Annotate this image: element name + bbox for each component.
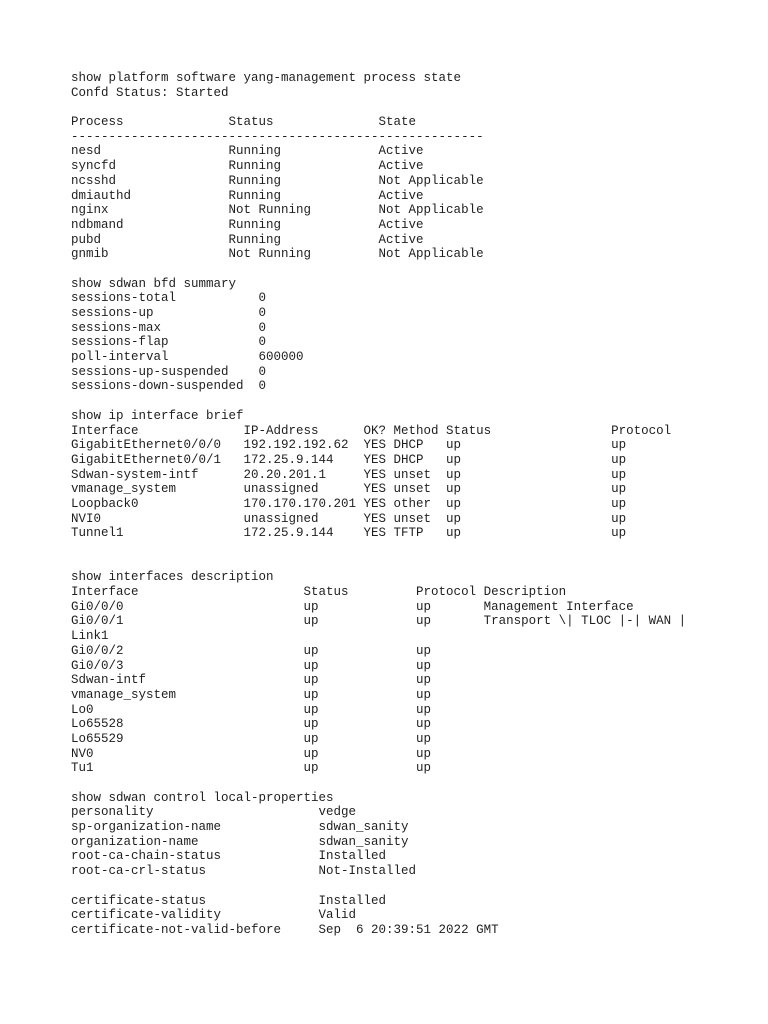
output-line: vmanage_system unassigned YES unset up up: [71, 482, 627, 497]
output-line: Tunnel1 172.25.9.144 YES TFTP up up: [71, 526, 627, 541]
output-line: Loopback0 170.170.170.201 YES other up up: [71, 496, 627, 511]
output-line: sessions-max 0: [71, 320, 267, 335]
output-line: NVI0 unassigned YES unset up up: [71, 511, 627, 526]
output-line: Interface IP-Address OK? Method Status Protocol: [71, 423, 672, 438]
output-line: Sdwan-intf up up: [71, 673, 432, 688]
output-line: Tu1 up up: [71, 761, 432, 776]
output-line: Gi0/0/3 up up: [71, 658, 432, 673]
output-line: Gi0/0/2 up up: [71, 643, 432, 658]
output-line: nesd Running Active: [71, 144, 424, 159]
output-line: Confd Status: Started: [71, 85, 229, 100]
output-line: organization-name sdwan_sanity: [71, 834, 409, 849]
output-line: vmanage_system up up: [71, 687, 432, 702]
output-line: ndbmand Running Active: [71, 217, 424, 232]
blank-line: [71, 879, 751, 894]
output-line: sessions-flap 0: [71, 335, 267, 350]
output-line: sessions-total 0: [71, 291, 267, 306]
output-line: certificate-not-valid-before Sep 6 20:39:51 2022 GMT: [71, 922, 499, 937]
output-line: sessions-up 0: [71, 306, 267, 320]
output-line: show ip interface brief: [71, 408, 244, 423]
blank-line: [71, 262, 751, 277]
blank-line: [71, 100, 751, 115]
output-line: Sdwan-system-intf 20.20.201.1 YES unset up up: [71, 467, 627, 482]
output-line: ncsshd Running Not Applicable: [71, 173, 484, 188]
output-line: root-ca-chain-status Installed: [71, 849, 387, 864]
output-line: Process Status State: [71, 115, 417, 130]
output-line: certificate-validity Valid: [71, 908, 357, 923]
output-line: Link1: [71, 629, 109, 644]
output-line: Interface Status Protocol Description: [71, 585, 567, 600]
output-line: Lo0 up up: [71, 702, 432, 717]
output-line: Lo65529 up up: [71, 731, 432, 746]
output-line: dmiauthd Running Active: [71, 188, 424, 203]
output-line: sessions-down-suspended 0: [71, 379, 267, 394]
output-line: NV0 up up: [71, 746, 432, 761]
output-line: poll-interval 600000: [71, 350, 304, 365]
output-line: syncfd Running Active: [71, 159, 424, 174]
output-line: personality vedge: [71, 805, 357, 820]
output-line: Lo65528 up up: [71, 717, 432, 732]
output-line: GigabitEthernet0/0/0 192.192.192.62 YES DHCP up up: [71, 438, 627, 453]
output-line: show platform software yang-management process state: [71, 71, 462, 85]
output-line: sessions-up-suspended 0: [71, 364, 267, 379]
output-line: show sdwan control local-properties: [71, 790, 334, 805]
blank-line: [71, 776, 751, 791]
output-line: nginx Not Running Not Applicable: [71, 203, 484, 218]
output-line: show interfaces description: [71, 570, 274, 585]
output-line: Gi0/0/0 up up Management Interface: [71, 599, 634, 614]
output-line: -------------------------------------------------------: [71, 129, 484, 144]
output-line: show sdwan bfd summary: [71, 276, 237, 291]
blank-line: [71, 394, 751, 409]
blank-line: [71, 541, 751, 556]
output-line: pubd Running Active: [71, 232, 424, 247]
output-line: GigabitEthernet0/0/1 172.25.9.144 YES DHCP up up: [71, 452, 627, 467]
output-line: sp-organization-name sdwan_sanity: [71, 820, 409, 835]
blank-line: [71, 556, 751, 571]
output-line: gnmib Not Running Not Applicable: [71, 247, 484, 262]
output-line: certificate-status Installed: [71, 893, 387, 908]
terminal-output-document: [71, 71, 751, 938]
output-line: Gi0/0/1 up up Transport \| TLOC |-| WAN |: [71, 614, 687, 629]
output-line: root-ca-crl-status Not-Installed: [71, 864, 417, 879]
